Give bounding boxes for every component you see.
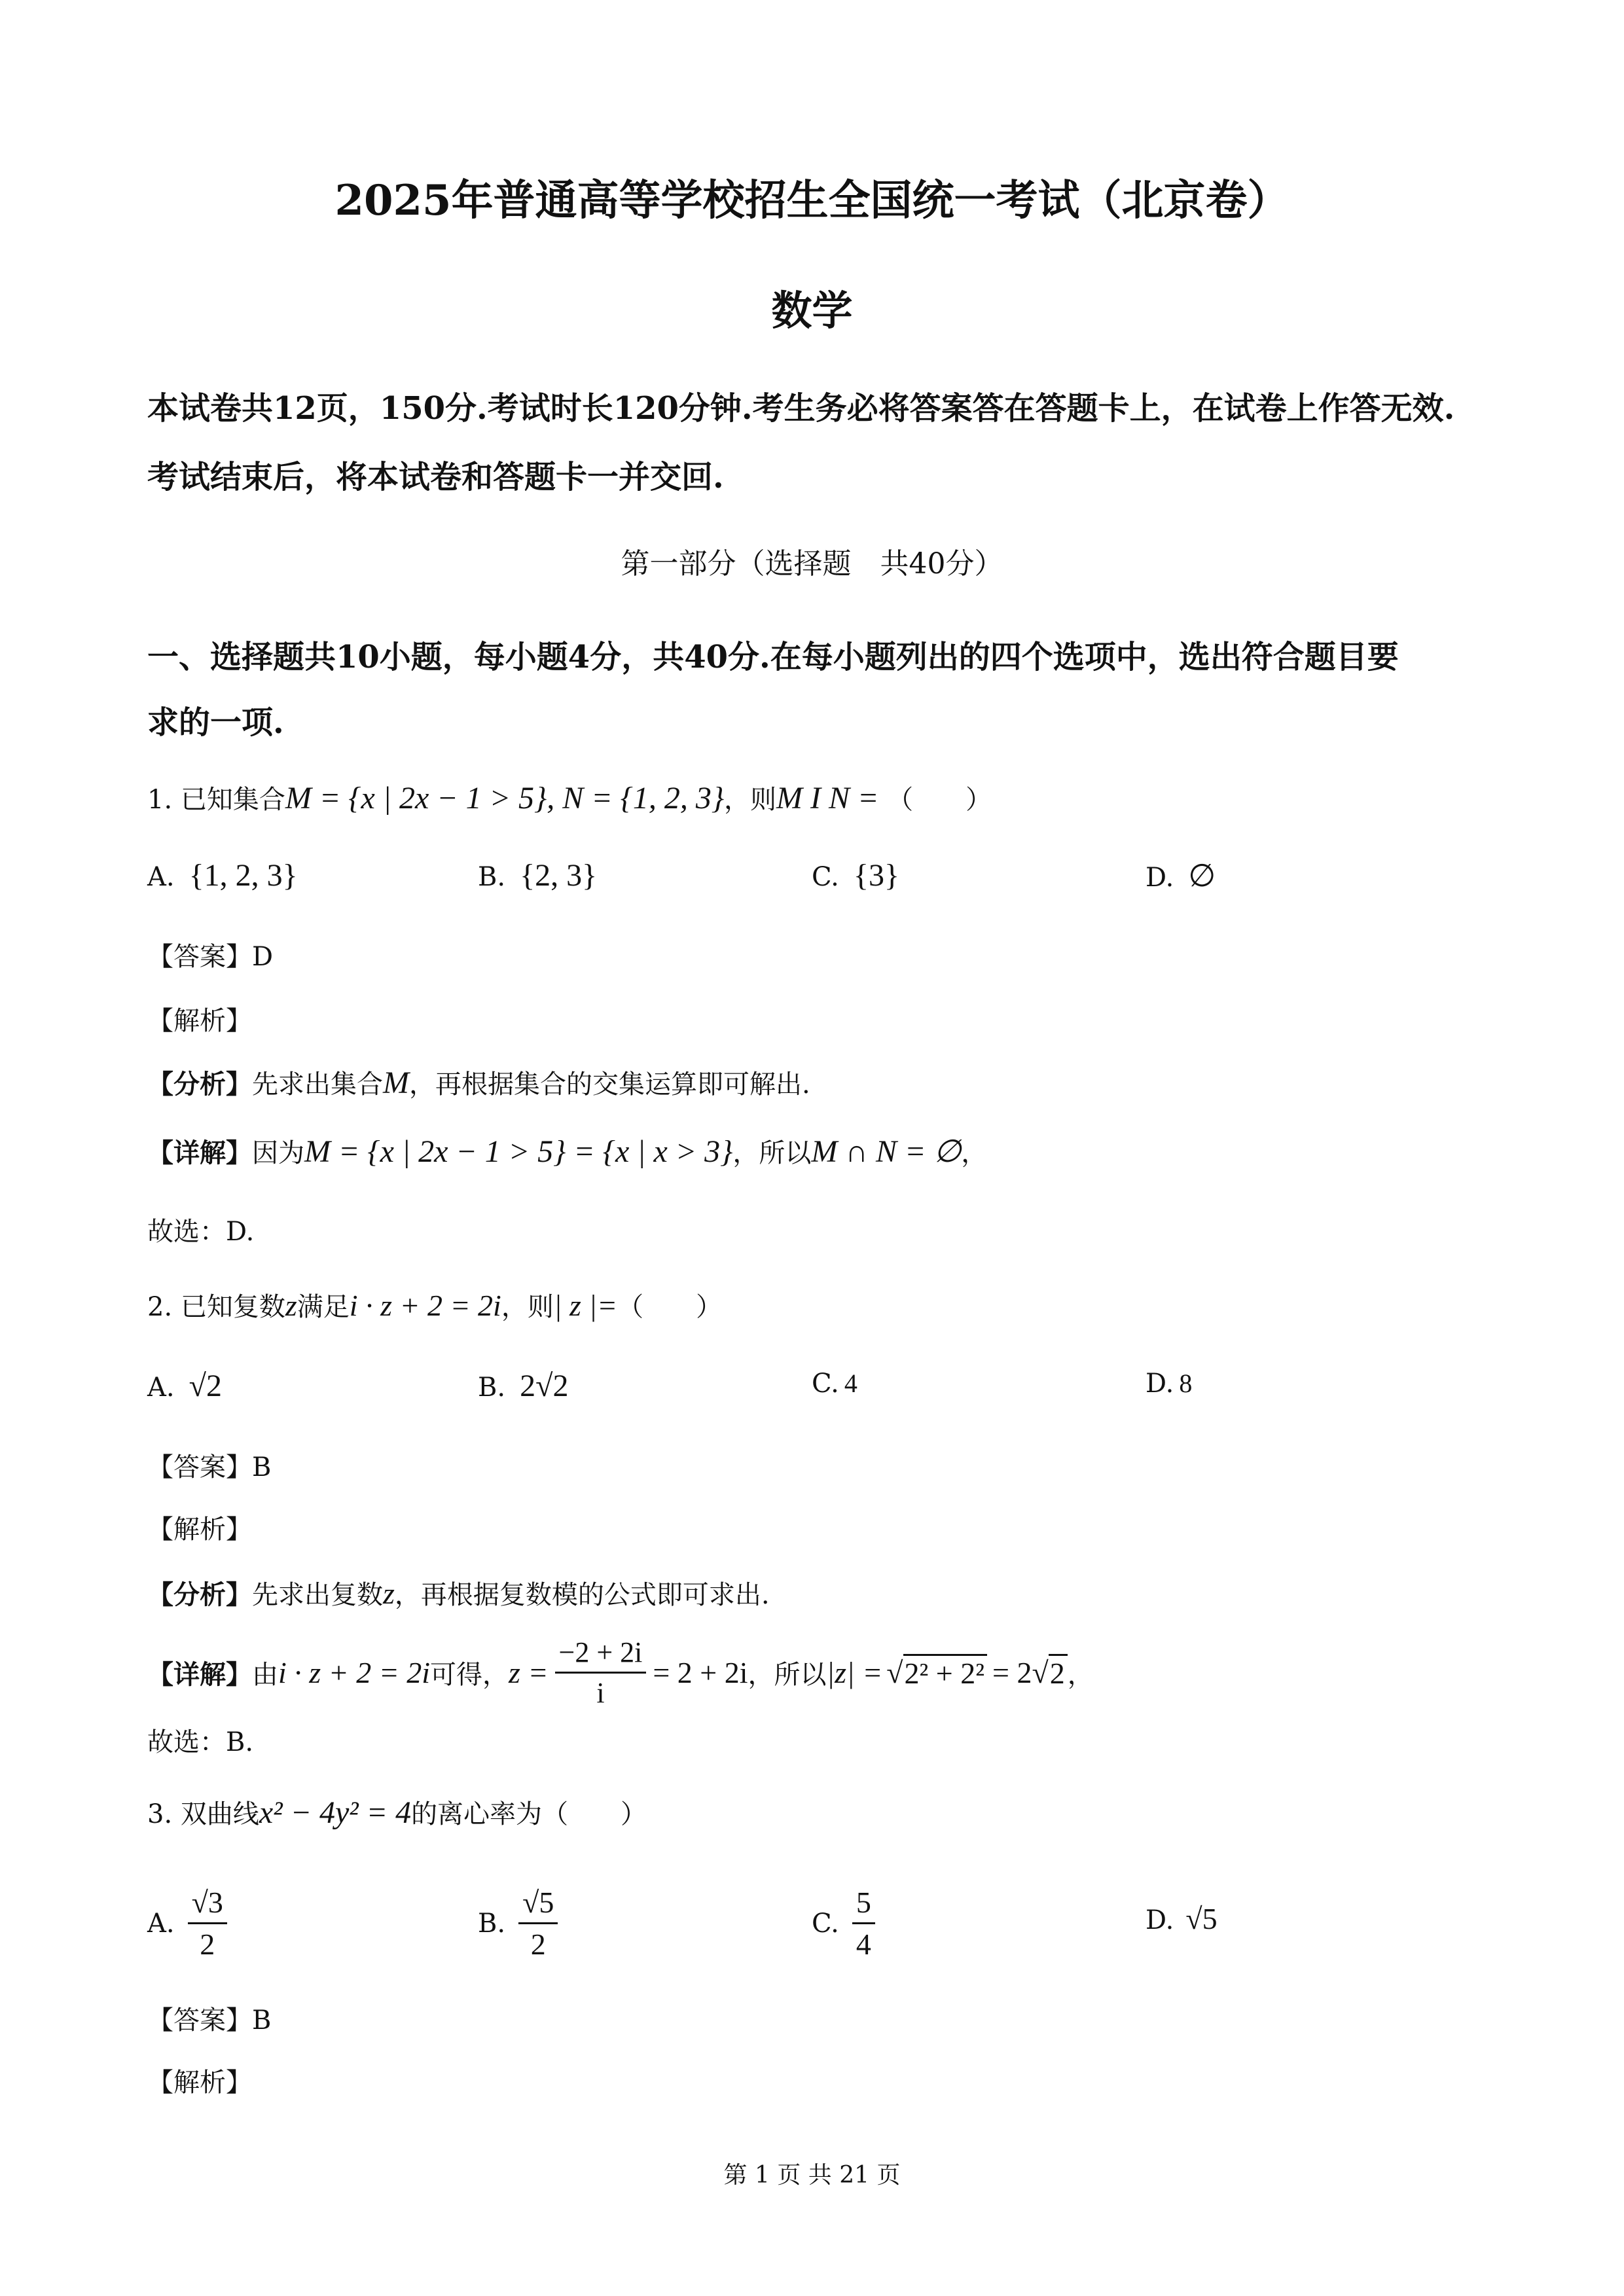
detail-text: 由 bbox=[252, 1659, 278, 1690]
fenxi-text-2: ，再根据复数模的公式即可求出. bbox=[394, 1580, 770, 1610]
question-1-option-d bbox=[1146, 857, 1216, 894]
question-1-fenxi bbox=[147, 1064, 810, 1101]
question-var: z bbox=[285, 1289, 297, 1322]
question-3-answer bbox=[147, 2000, 271, 2037]
option-label: D. bbox=[1146, 863, 1174, 893]
answer-value: B bbox=[252, 2005, 272, 2036]
question-text: 已知集合 bbox=[180, 785, 285, 815]
notice-line-1: 本试卷共12页，150分.考试时长120分钟.考生务必将答案答在答题卡上，在试卷上作答无效. bbox=[147, 390, 1455, 427]
part-heading: 第一部分（选择题 共40分） bbox=[621, 547, 1003, 581]
fenxi-label: 【分析】 bbox=[147, 1579, 252, 1610]
exam-title: 2025年普通高等学校招生全国统一考试（北京卷） bbox=[334, 176, 1290, 225]
detail-math-2: M ∩ N = ∅ bbox=[811, 1134, 962, 1169]
fenxi-text: 先求出集合 bbox=[252, 1069, 383, 1100]
option-value: 2√2 bbox=[520, 1369, 569, 1403]
option-label: A. bbox=[147, 1372, 175, 1403]
notice-line-2: 考试结束后，将本试卷和答题卡一并交回. bbox=[147, 459, 724, 495]
fraction-numerator: √5 bbox=[518, 1885, 558, 1924]
detail-eq: = 2 + 2i bbox=[653, 1655, 748, 1689]
question-1-detail bbox=[147, 1132, 987, 1170]
option-label: B. bbox=[478, 1372, 506, 1403]
question-2-answer bbox=[147, 1446, 271, 1484]
question-1-stem bbox=[147, 779, 992, 816]
question-math: x² − 4y² = 4 bbox=[259, 1795, 412, 1830]
question-1-option-a bbox=[147, 857, 298, 893]
question-math-suffix: | z |= bbox=[553, 1289, 618, 1322]
detail-text-3: ， bbox=[961, 1138, 988, 1168]
question-text-suffix: ，则 bbox=[501, 1292, 554, 1322]
question-1-option-c bbox=[812, 857, 899, 893]
question-3-option-d bbox=[1146, 1901, 1218, 1936]
option-value: 4 bbox=[844, 1369, 857, 1398]
option-label: C. bbox=[812, 862, 839, 892]
option-label: B. bbox=[478, 1908, 506, 1939]
question-text: 双曲线 bbox=[180, 1799, 259, 1829]
question-text-suffix: 的离心率为 bbox=[411, 1799, 543, 1829]
detail-sqrt-inner: 2² + 2² bbox=[903, 1654, 988, 1691]
section-instructions-line-1: 一、选择题共10小题，每小题4分，共40分.在每小题列出的四个选项中，选出符合题目要 bbox=[147, 639, 1399, 675]
question-1-option-b bbox=[478, 857, 597, 893]
question-2-option-c bbox=[812, 1368, 857, 1399]
answer-blank: （ ） bbox=[887, 785, 992, 815]
question-2-conclusion: 故选：B. bbox=[147, 1727, 254, 1757]
question-1-conclusion: 故选：D. bbox=[147, 1217, 255, 1247]
option-value: {3} bbox=[853, 858, 899, 893]
sqrt-sign-icon: √ bbox=[1032, 1655, 1049, 1689]
fenxi-label: 【分析】 bbox=[147, 1069, 252, 1100]
question-number: 1. bbox=[147, 785, 173, 815]
question-3-stem bbox=[147, 1793, 647, 1831]
option-label: A. bbox=[147, 862, 175, 892]
option-label: D. bbox=[1146, 1369, 1174, 1399]
detail-text-4: ， bbox=[1067, 1659, 1094, 1690]
answer-label: 【答案】 bbox=[147, 2005, 252, 2036]
page-footer: 第 1 页 共 21 页 bbox=[723, 2162, 901, 2189]
detail-math: M = {x | 2x − 1 > 5} = {x | x > 3} bbox=[304, 1134, 733, 1169]
fraction-denominator: 2 bbox=[530, 1928, 546, 1961]
detail-math: i · z + 2 = 2i bbox=[278, 1655, 431, 1689]
question-text-mid: 满足 bbox=[297, 1292, 350, 1322]
option-fraction bbox=[188, 1885, 227, 1962]
option-label: C. bbox=[812, 1369, 839, 1399]
option-value: {2, 3} bbox=[520, 858, 598, 893]
option-label: C. bbox=[812, 1908, 839, 1939]
answer-value: B bbox=[252, 1452, 272, 1482]
option-label: D. bbox=[1146, 1905, 1174, 1935]
question-3-option-c bbox=[812, 1885, 882, 1962]
fraction-numerator: 5 bbox=[852, 1885, 875, 1924]
fraction-denominator: 2 bbox=[200, 1928, 215, 1961]
question-math-suffix: M I N = bbox=[776, 781, 879, 816]
option-value: √2 bbox=[189, 1369, 222, 1403]
question-math: i · z + 2 = 2i bbox=[349, 1289, 501, 1322]
option-label: B. bbox=[478, 862, 506, 892]
detail-sqrt-2: 2 bbox=[1049, 1654, 1068, 1691]
question-2-option-a bbox=[147, 1368, 222, 1404]
question-2-fenxi bbox=[147, 1574, 770, 1611]
sqrt-sign-icon: √ bbox=[886, 1655, 903, 1689]
option-fraction bbox=[852, 1885, 875, 1962]
question-2-analysis-label: 【解析】 bbox=[147, 1515, 252, 1545]
section-instructions-line-2: 求的一项. bbox=[147, 704, 284, 741]
question-1-analysis-label: 【解析】 bbox=[147, 1006, 252, 1036]
option-label: A. bbox=[147, 1908, 175, 1939]
question-3-analysis-label: 【解析】 bbox=[147, 2068, 252, 2098]
answer-blank: （ ） bbox=[617, 1292, 723, 1322]
question-2-stem bbox=[147, 1286, 722, 1323]
question-math: M = {x | 2x − 1 > 5}, N = {1, 2, 3} bbox=[285, 781, 725, 816]
detail-z: z = bbox=[509, 1655, 549, 1689]
detail-abs: |z| = bbox=[826, 1655, 883, 1689]
option-value: ∅ bbox=[1188, 859, 1216, 893]
question-2-option-b bbox=[478, 1368, 568, 1404]
option-fraction bbox=[518, 1885, 558, 1962]
detail-fraction bbox=[555, 1636, 647, 1710]
fraction-numerator: √3 bbox=[188, 1885, 227, 1924]
fenxi-math: z bbox=[383, 1577, 395, 1610]
question-2-option-d bbox=[1146, 1368, 1192, 1399]
fenxi-text: 先求出复数 bbox=[252, 1580, 383, 1610]
answer-label: 【答案】 bbox=[147, 942, 252, 972]
detail-text-2: ，所以 bbox=[732, 1138, 812, 1168]
fenxi-text-2: ，再根据集合的交集运算即可解出. bbox=[408, 1069, 810, 1100]
option-value: 8 bbox=[1179, 1369, 1193, 1398]
answer-value: D bbox=[252, 942, 274, 972]
question-number: 2. bbox=[147, 1292, 173, 1322]
detail-label: 【详解】 bbox=[147, 1659, 252, 1690]
question-3-option-b bbox=[478, 1885, 564, 1962]
fraction-denominator: i bbox=[596, 1676, 605, 1709]
detail-text-2: 可得， bbox=[430, 1659, 509, 1690]
option-value: √5 bbox=[1185, 1902, 1218, 1935]
detail-eq-2: = 2 bbox=[992, 1655, 1032, 1689]
question-1-answer bbox=[147, 936, 273, 973]
question-number: 3. bbox=[147, 1799, 173, 1829]
subject-title: 数学 bbox=[771, 287, 853, 334]
fraction-denominator: 4 bbox=[856, 1928, 871, 1961]
question-3-option-a bbox=[147, 1885, 234, 1962]
question-text-suffix: ，则 bbox=[724, 785, 777, 815]
detail-label: 【详解】 bbox=[147, 1138, 252, 1168]
fraction-numerator: −2 + 2i bbox=[555, 1636, 647, 1674]
question-text: 已知复数 bbox=[180, 1292, 285, 1322]
option-value: {1, 2, 3} bbox=[189, 858, 298, 893]
detail-text-3: ，所以 bbox=[748, 1659, 827, 1690]
answer-label: 【答案】 bbox=[147, 1452, 252, 1482]
answer-blank: （ ） bbox=[542, 1799, 647, 1829]
detail-text: 因为 bbox=[252, 1138, 304, 1168]
question-2-detail bbox=[147, 1626, 1094, 1718]
fenxi-math: M bbox=[383, 1066, 409, 1100]
